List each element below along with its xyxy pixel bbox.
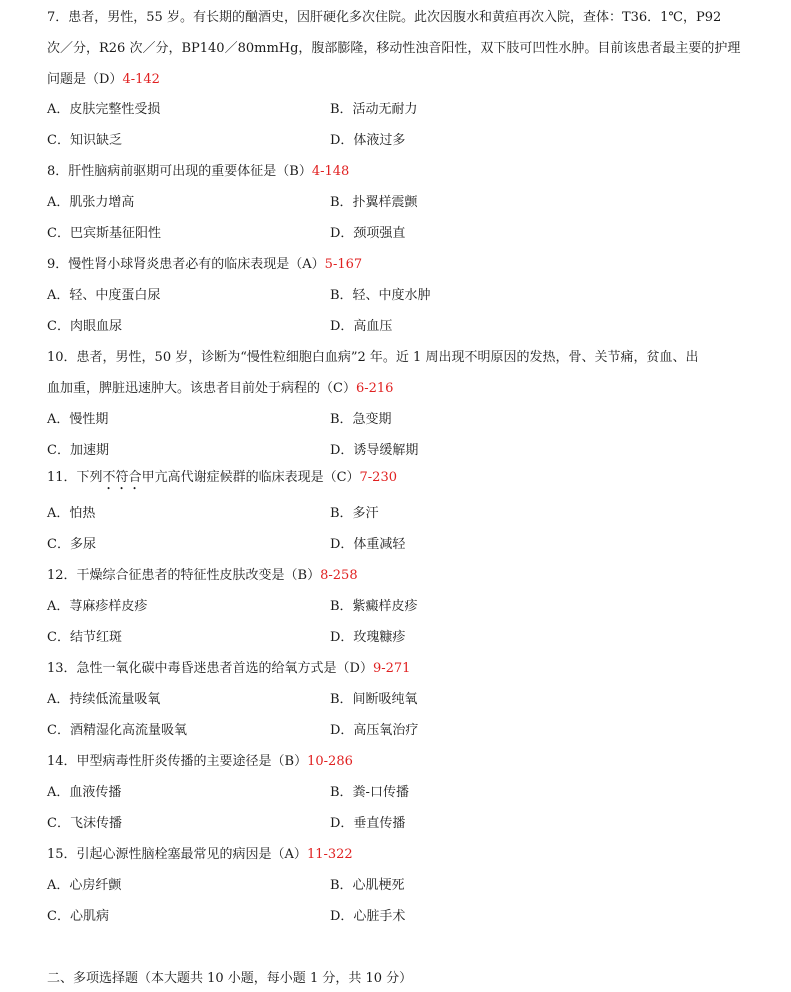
question-11-emphasis: 不符合 xyxy=(102,470,142,485)
question-8-option-d: D．颈项强直 xyxy=(330,226,406,241)
question-12-option-b: B．紫癜样皮疹 xyxy=(330,599,418,614)
section-heading-multiple-choice: 二、多项选择题（本大题共 10 小题，每小题 1 分，共 10 分） xyxy=(47,971,413,986)
question-13-option-a: A．持续低流量吸氧 xyxy=(47,692,161,707)
question-15-option-a: A．心房纤颤 xyxy=(47,878,122,893)
question-11-option-c: C．多尿 xyxy=(47,537,96,552)
question-13-option-d: D．高压氧治疗 xyxy=(330,723,419,738)
question-13-option-c: C．酒精湿化高流量吸氧 xyxy=(47,723,187,738)
question-15-reference: 11-322 xyxy=(306,847,353,862)
question-9-option-d: D．高血压 xyxy=(330,319,393,334)
question-13-option-b: B．间断吸纯氧 xyxy=(330,692,418,707)
question-9-option-a: A．轻、中度蛋白尿 xyxy=(47,288,161,303)
question-7-stem-end: 问题是（D） xyxy=(47,72,123,87)
question-11-stem xyxy=(47,469,751,493)
question-10-option-b: B．急变期 xyxy=(330,412,392,427)
question-14-option-c: C．飞沫传播 xyxy=(47,816,122,831)
question-10-stem-end: 血加重，脾脏迅速肿大。该患者目前处于病程的（C） xyxy=(47,381,356,396)
question-14-option-b: B．粪-口传播 xyxy=(330,785,409,800)
question-8-reference: 4-148 xyxy=(311,164,350,179)
question-14-text: 14．甲型病毒性肝炎传播的主要途径是（B） xyxy=(47,754,308,769)
question-12-stem xyxy=(47,567,751,585)
question-11-text: 甲亢高代谢症候群的临床表现是（C） xyxy=(141,470,360,485)
question-8-option-a: A．肌张力增高 xyxy=(47,195,135,210)
question-8-option-c: C．巴宾斯基征阳性 xyxy=(47,226,161,241)
question-15-option-b: B．心肌梗死 xyxy=(330,878,405,893)
question-15-option-d: D．心脏手术 xyxy=(330,909,406,924)
question-15-text: 15．引起心源性脑栓塞最常见的病因是（A） xyxy=(47,847,307,862)
question-9-stem xyxy=(47,256,751,274)
question-9-reference: 5-167 xyxy=(324,257,363,272)
question-14-option-d: D．垂直传播 xyxy=(330,816,406,831)
question-11-option-a: A．怕热 xyxy=(47,506,96,521)
question-9-text: 9．慢性肾小球肾炎患者必有的临床表现是（A） xyxy=(47,257,325,272)
question-7-option-c: C．知识缺乏 xyxy=(47,133,122,148)
question-10-reference: 6-216 xyxy=(355,381,394,396)
question-13-stem xyxy=(47,660,751,678)
question-8-stem xyxy=(47,163,751,181)
question-11-prefix: 11．下列 xyxy=(47,470,103,485)
question-15-stem xyxy=(47,846,751,864)
question-12-option-a: A．荨麻疹样皮疹 xyxy=(47,599,148,614)
question-10-line-1: 10．患者，男性，50 岁，诊断为“慢性粒细胞白血病”2 年。近 1 周出现不明原因的发热，骨、关节痛，贫血、出 xyxy=(47,350,699,365)
question-10-line-2 xyxy=(47,380,751,398)
question-8-text: 8．肝性脑病前驱期可出现的重要体征是（B） xyxy=(47,164,312,179)
question-7-line-1: 7．患者，男性，55 岁。有长期的酗酒史，因肝硬化多次住院。此次因腹水和黄疸再次入院，查体：T36．1℃，P92 xyxy=(47,10,722,25)
question-9-option-b: B．轻、中度水肿 xyxy=(330,288,431,303)
question-14-reference: 10-286 xyxy=(307,754,353,769)
question-7-option-a: A．皮肤完整性受损 xyxy=(47,102,161,117)
question-8-option-b: B．扑翼样震颤 xyxy=(330,195,418,210)
question-14-option-a: A．血液传播 xyxy=(47,785,122,800)
question-13-text: 13．急性一氧化碳中毒昏迷患者首选的给氧方式是（D） xyxy=(47,661,373,676)
question-9-option-c: C．肉眼血尿 xyxy=(47,319,122,334)
question-11-option-b: B．多汗 xyxy=(330,506,379,521)
question-7-option-b: B．活动无耐力 xyxy=(330,102,418,117)
question-7-line-3 xyxy=(47,71,751,89)
question-12-reference: 8-258 xyxy=(320,568,358,583)
question-11-option-d: D．体重减轻 xyxy=(330,537,406,552)
question-7-line-2: 次／分，R26 次／分，BP140／80mmHg，腹部膨隆，移动性浊音阳性，双下肢可凹性水肿。目前该患者最主要的护理 xyxy=(47,41,741,56)
question-7-reference: 4-142 xyxy=(122,72,160,87)
question-10-option-c: C．加速期 xyxy=(47,443,109,458)
question-13-reference: 9-271 xyxy=(372,661,411,676)
question-10-option-a: A．慢性期 xyxy=(47,412,109,427)
question-10-option-d: D．诱导缓解期 xyxy=(330,443,419,458)
question-11-reference: 7-230 xyxy=(359,470,397,485)
question-12-text: 12．干燥综合征患者的特征性皮肤改变是（B） xyxy=(47,568,321,583)
question-7-option-d: D．体液过多 xyxy=(330,133,406,148)
question-14-stem xyxy=(47,753,751,771)
question-12-option-d: D．玫瑰糠疹 xyxy=(330,630,406,645)
question-12-option-c: C．结节红斑 xyxy=(47,630,122,645)
question-15-option-c: C．心肌病 xyxy=(47,909,109,924)
